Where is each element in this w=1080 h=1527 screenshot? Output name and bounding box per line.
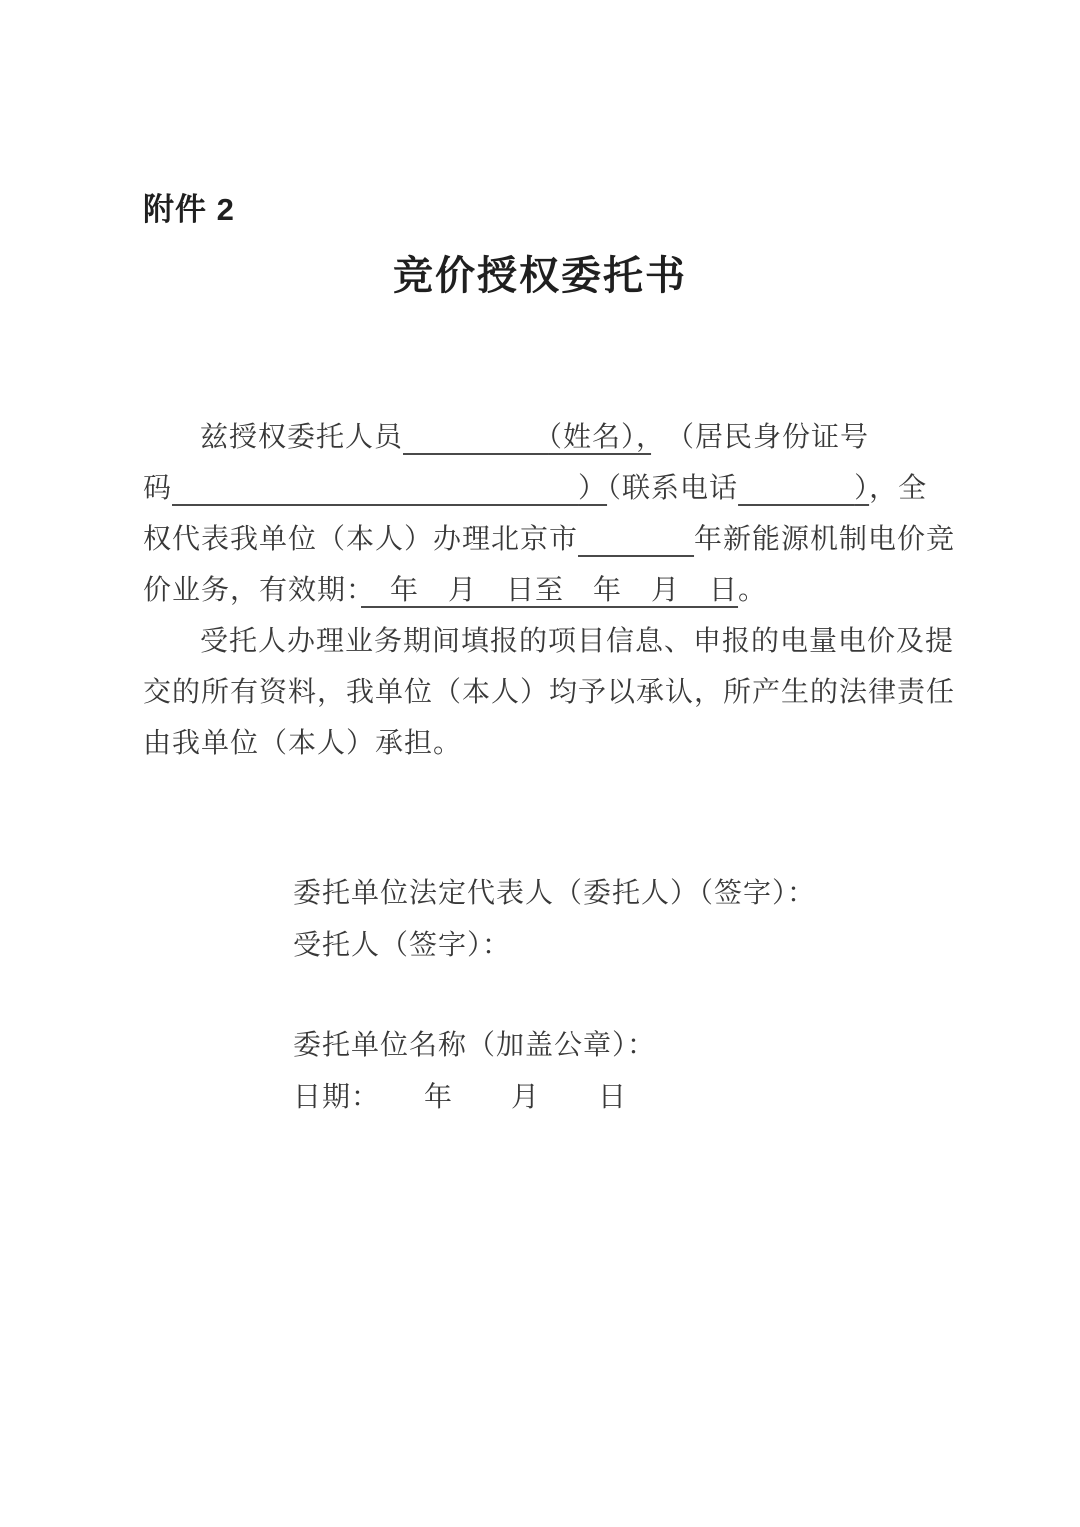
blank-field: （姓名），: [548, 422, 652, 453]
body-text: [143, 412, 965, 769]
blank-field: [578, 524, 694, 555]
blank-field: [403, 422, 548, 453]
attachment-label: 附件 2: [143, 192, 235, 227]
text-segment: 码: [143, 473, 173, 504]
body-line: [143, 565, 965, 616]
text-segment: 交的所有资料，我单位（本人）均予以承认，所产生的法律责任: [143, 677, 956, 708]
blank-field: ）: [578, 473, 608, 504]
text-segment: 兹授权委托人员: [200, 422, 404, 453]
text-segment: 由我单位（本人）承担。: [143, 728, 463, 759]
text-segment: 。: [738, 575, 768, 606]
blank-field: 年 月 日至 年 月 日: [361, 575, 739, 606]
body-line: [143, 718, 965, 769]
blank-field: [172, 473, 578, 504]
body-line: [143, 514, 965, 565]
signature-block: [293, 868, 816, 1124]
text-segment: ，全: [869, 473, 928, 504]
text-segment: 价业务，有效期：: [143, 575, 362, 606]
body-line: [143, 616, 965, 667]
signature-line: 委托单位名称（加盖公章）：: [293, 1030, 657, 1061]
text-segment: （联系电话: [607, 473, 739, 504]
text-segment: （居民身份证号: [651, 422, 870, 453]
document-title: 竞价授权委托书: [393, 254, 687, 298]
signature-line: 委托单位法定代表人（委托人）（签字）：: [293, 878, 817, 909]
text-segment: 权代表我单位（本人）办理北京市: [143, 524, 579, 555]
text-segment: 受托人办理业务期间填报的项目信息、申报的电量电价及提: [200, 626, 955, 657]
signature-line: 受托人（签字）：: [293, 930, 512, 961]
blank-field: [738, 473, 854, 504]
body-line: [143, 667, 965, 718]
body-line: [143, 463, 965, 514]
text-segment: 年新能源机制电价竞: [694, 524, 956, 555]
body-line: [143, 412, 965, 463]
signature-line: 日期： 年 月 日: [293, 1082, 628, 1113]
blank-field: ）: [854, 473, 870, 504]
